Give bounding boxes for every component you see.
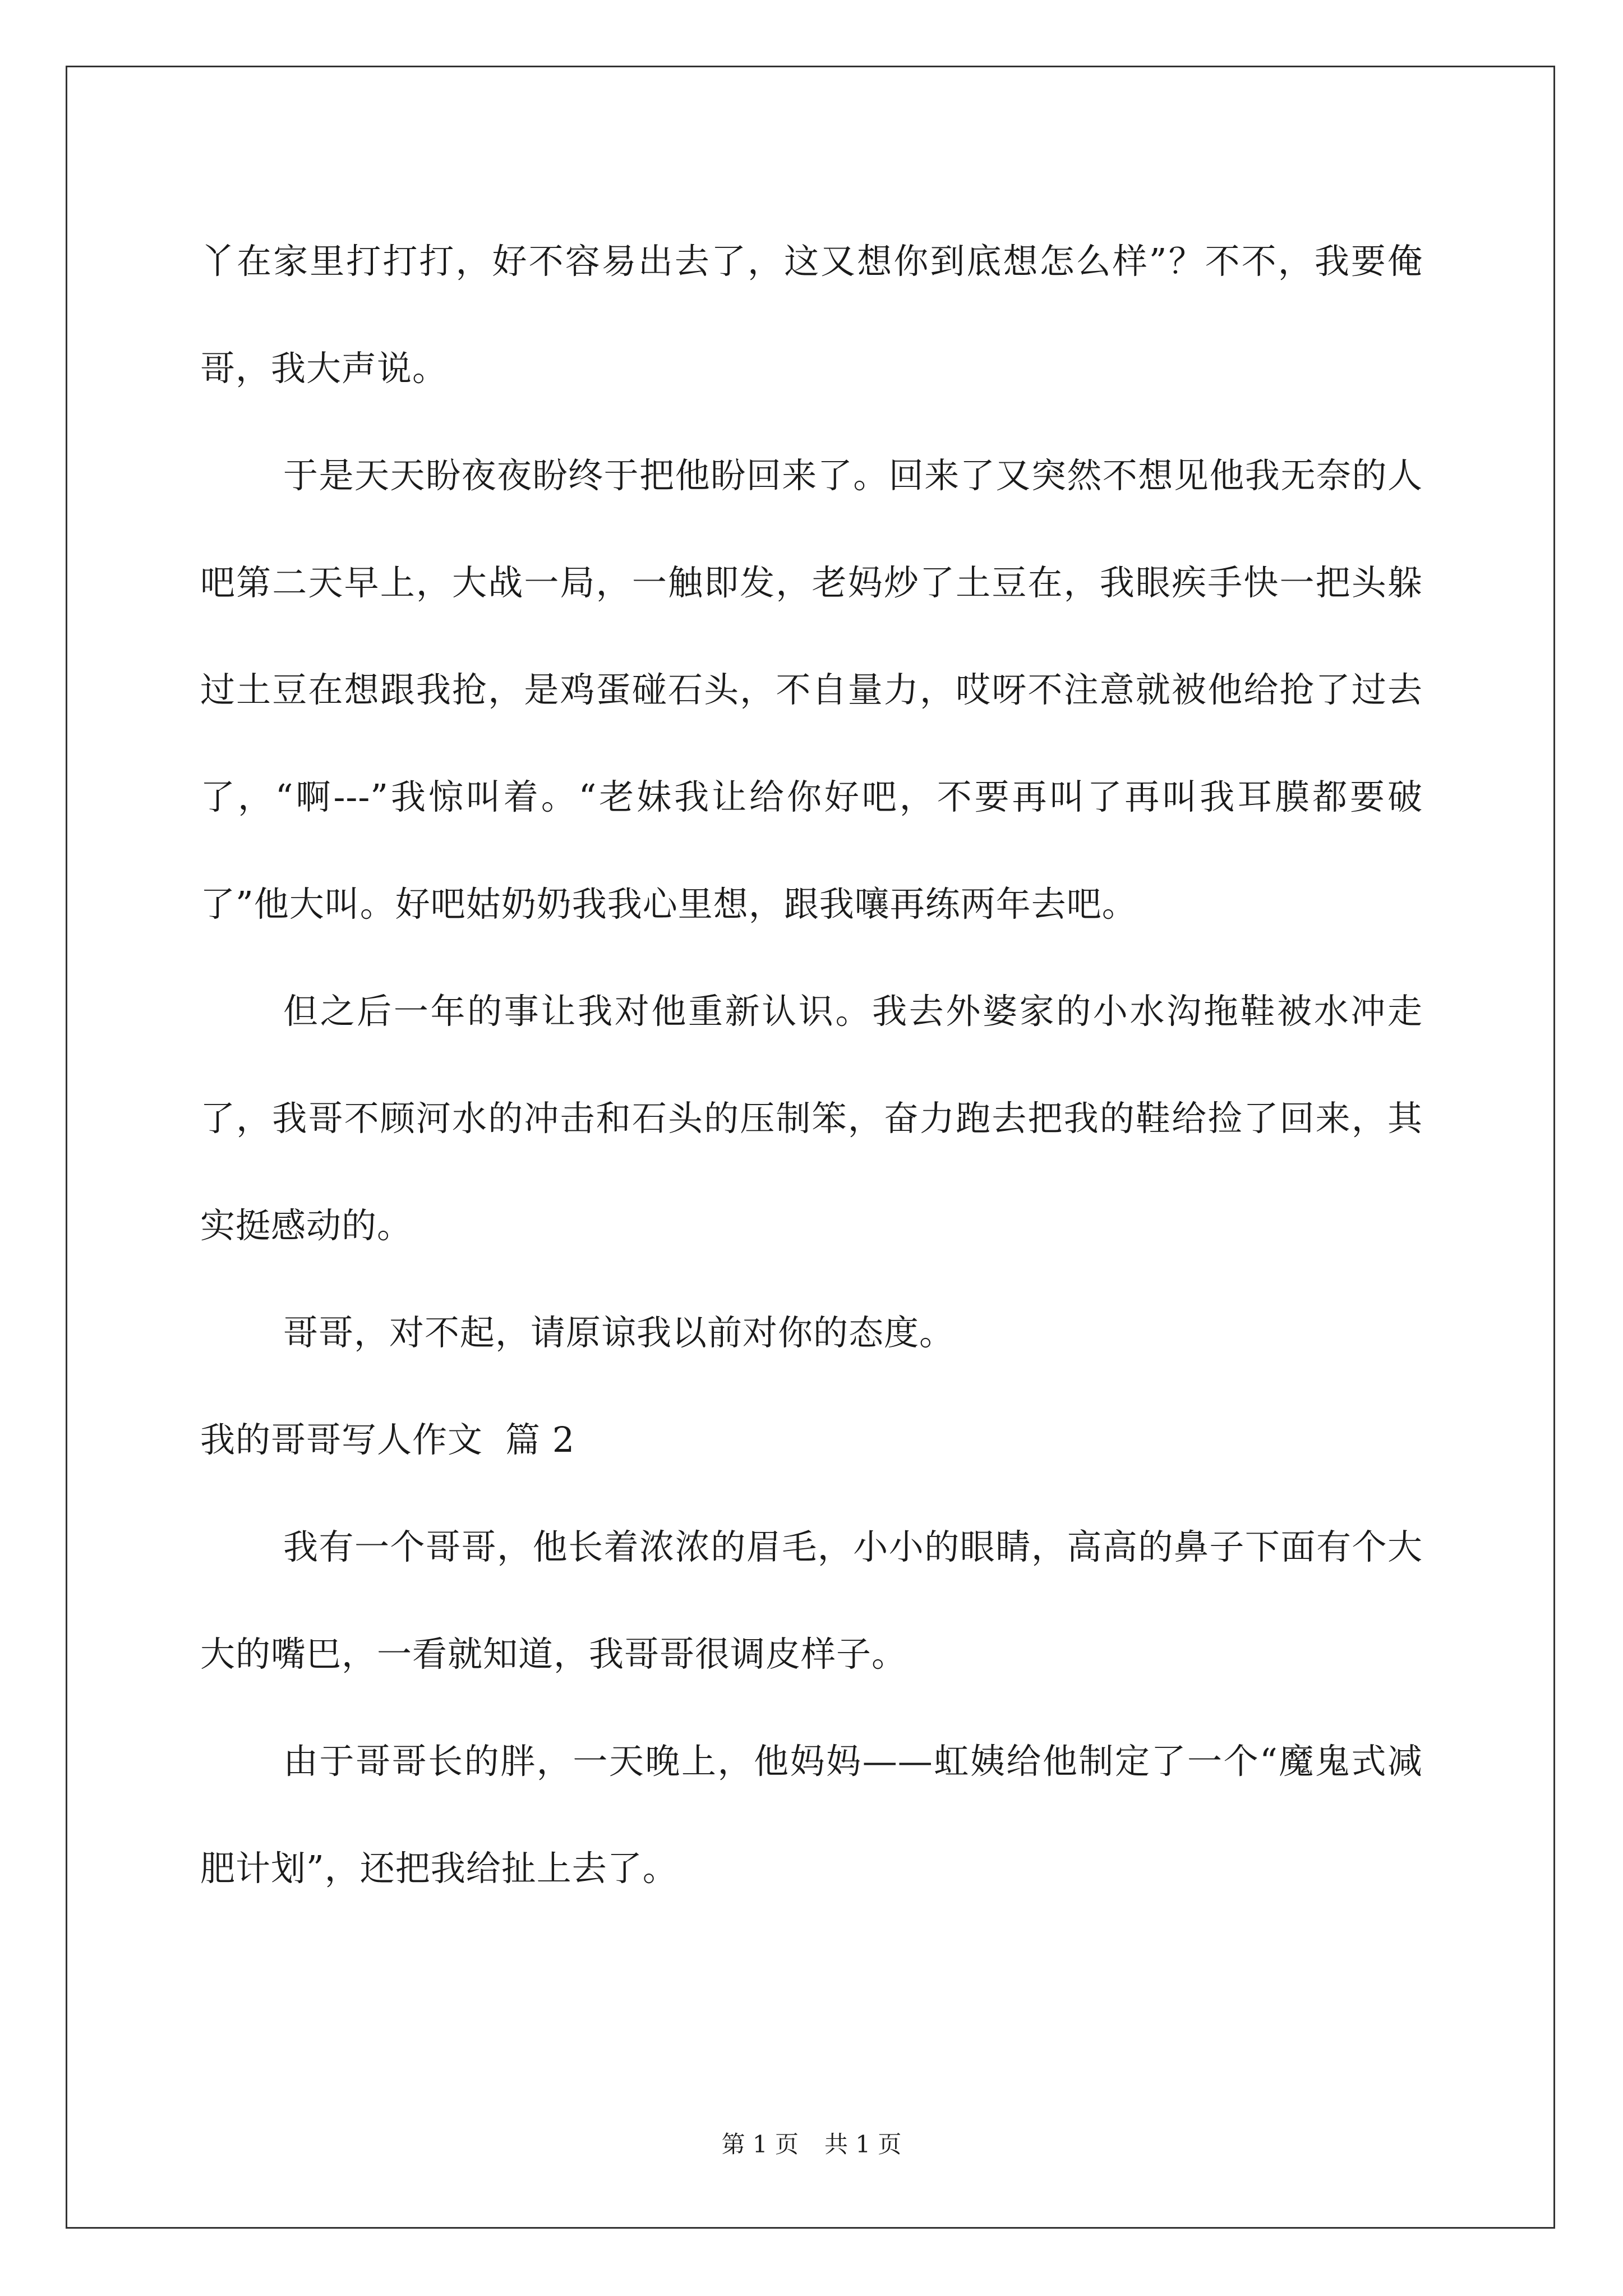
paragraph-2: 于是天天盼夜夜盼终于把他盼回来了。回来了又突然不想见他我无奈的人吧第二天早上，大战一局，一触即发，老妈炒了土豆在，我眼疾手快一把头躲过土豆在想跟我抢，是鸡蛋碰石头，不自量力，哎呀不注意就被他给抢了过去了，“啊---”我惊叫着。“老妹我让给你好吧，不要再叫了再叫我耳膜都要破了”他大叫。好吧姑奶奶我我心里想，跟我嚷再练两年去吧。: [200, 455, 1423, 924]
paragraph-4: 哥哥，对不起，请原谅我以前对你的态度。: [283, 1312, 955, 1353]
section-title: 我的哥哥写人作文: [200, 1419, 483, 1460]
page-total: 共 1 页: [824, 2131, 902, 2158]
document-body: [200, 208, 1423, 1922]
paragraph-3: 但之后一年的事让我对他重新认识。我去外婆家的小水沟拖鞋被水冲走了，我哥不顾河水的冲击和石头的压制笨，奋力跑去把我的鞋给捡了回来，其实挺感动的。: [200, 991, 1423, 1246]
paragraph-5: 我有一个哥哥，他长着浓浓的眉毛，小小的眼睛，高高的鼻子下面有个大大的嘴巴，一看就知道，我哥哥很调皮样子。: [200, 1526, 1423, 1674]
page-footer: [0, 2126, 1623, 2160]
page-number: 第 1 页: [721, 2131, 799, 2158]
paragraph-1: 丫在家里打打打，好不容易出去了，这又想你到底想怎么样”？不不，我要俺哥，我大声说。: [200, 241, 1423, 389]
section-part: 篇 2: [505, 1419, 575, 1460]
paragraph-6: 由于哥哥长的胖，一天晚上，他妈妈——虹姨给他制定了一个“魔鬼式减肥计划”，还把我给扯上去了。: [200, 1741, 1423, 1889]
section-heading: [200, 1386, 1423, 1493]
